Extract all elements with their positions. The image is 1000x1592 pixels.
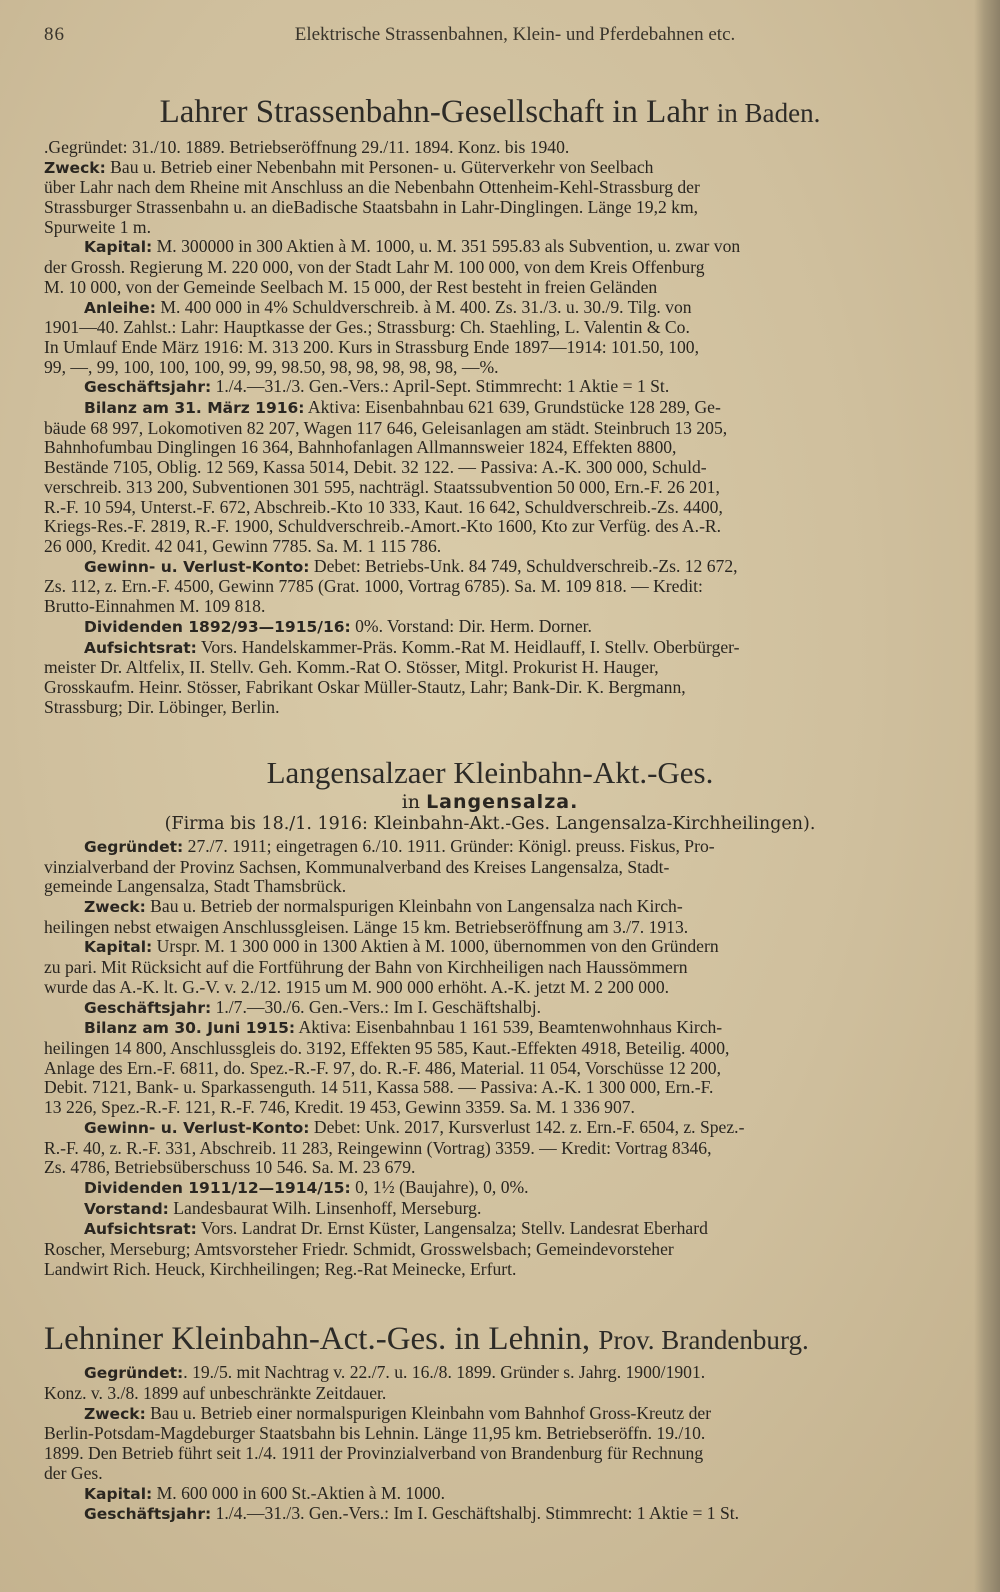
text-line — [44, 1444, 936, 1464]
text-line — [44, 978, 936, 998]
line-text: zu pari. Mit Rücksicht auf die Fortführung der Bahn von Kirchheiligen nach Haussömmern — [44, 958, 688, 978]
text-line — [44, 1018, 936, 1039]
section-label: Dividenden 1892/93—1915/16: — [84, 617, 351, 636]
text-line — [44, 478, 936, 498]
section-label: Anleihe: — [84, 298, 156, 317]
line-text: 1901—40. Zahlst.: Lahr: Hauptkasse der Ges.; Strassburg: Ch. Staehling, L. Valentin & Co. — [44, 318, 690, 338]
text-line — [44, 218, 936, 238]
entry-location-prefix: in — [401, 790, 421, 813]
text-line — [44, 998, 936, 1019]
entry-lehniner-kleinbahn — [44, 1279, 936, 1525]
text-line — [44, 577, 936, 597]
text-line — [44, 617, 936, 638]
section-label: Kapital: — [84, 238, 153, 257]
line-text: 13 226, Spez.-R.-F. 121, R.-F. 746, Kredit. 19 453, Gewinn 3359. Sa. M. 1 336 907. — [44, 1098, 635, 1118]
entry-body — [44, 138, 936, 717]
line-text: heilingen 14 800, Anschlussgleis do. 3192, Effekten 95 585, Kaut.-Effekten 4918, Beteilig. 4000, — [44, 1039, 730, 1058]
text-line — [44, 1199, 936, 1220]
section-label: Kapital: — [84, 1484, 153, 1503]
text-line — [44, 1363, 936, 1384]
text-line — [44, 498, 936, 518]
text-line — [44, 517, 936, 537]
entry-body — [44, 1363, 936, 1525]
entry-title-main: Lehniner Kleinbahn-Act.-Ges. in Lehnin, — [44, 1321, 591, 1358]
text-line — [44, 1384, 936, 1404]
text-line — [44, 1464, 936, 1484]
entry-lahrer-strassenbahn — [44, 58, 936, 717]
line-text: Bahnhofumbau Dinglingen 16 364, Bahnhofanlagen Allmannsweier 1824, Effekten 8800, — [44, 438, 677, 458]
running-head — [44, 24, 936, 58]
section-label: Bilanz am 30. Juni 1915: — [84, 1019, 296, 1038]
section-label: Bilanz am 31. März 1916: — [84, 399, 305, 418]
line-text: . 19./5. mit Nachtrag v. 22./7. u. 16./8. 1899. Gründer s. Jahrg. 1900/1901. — [183, 1363, 706, 1383]
entry-langensalzaer-kleinbahn — [44, 717, 936, 1279]
running-title: Elektrische Strassenbahnen, Klein- und Pferdebahnen etc. — [294, 24, 736, 45]
text-line — [44, 678, 936, 698]
line-text: Konz. v. 3./8. 1899 auf unbeschränkte Zeitdauer. — [44, 1384, 387, 1404]
text-line — [44, 438, 936, 458]
text-line — [44, 537, 936, 557]
text-line — [44, 338, 936, 358]
entry-title-main: Lahrer Strassenbahn-Gesellschaft in Lahr — [159, 94, 709, 130]
text-line — [44, 1484, 936, 1505]
section-label: Gegründet: — [84, 1364, 184, 1383]
line-text: .Gegründet: 31./10. 1889. Betriebseröffnung 29./11. 1894. Konz. bis 1940. — [44, 137, 570, 157]
line-text: Vors. Handelskammer-Präs. Komm.-Rat M. Heidlauff, I. Stellv. Oberbürger- — [196, 637, 740, 657]
line-text: über Lahr nach dem Rheine mit Anschluss an die Nebenbahn Ottenheim-Kehl-Strassburg der — [44, 178, 700, 198]
section-label: Gewinn- u. Verlust-Konto: — [84, 1118, 310, 1137]
entry-title-small: Prov. Brandenburg. — [598, 1325, 809, 1356]
section-label: Geschäftsjahr: — [84, 378, 212, 397]
line-text: Grosskaufm. Heinr. Stösser, Fabrikant Oskar Müller-Stautz, Lahr; Bank-Dir. K. Bergmann, — [44, 677, 686, 697]
line-text: M. 600 000 in 600 St.-Aktien à M. 1000. — [152, 1483, 446, 1503]
text-line — [44, 937, 936, 958]
line-text: Roscher, Merseburg; Amtsvorsteher Friedr. Schmidt, Grosswelsbach; Gemeindevorsteher — [44, 1240, 674, 1260]
line-text: heilingen nebst etwaigen Anschlussgleisen. Länge 15 km. Betriebseröffnung am 3./7. 1913. — [44, 917, 689, 937]
page-edge-shadow — [974, 0, 1000, 1592]
line-text: 0, 1½ (Baujahre), 0, 0%. — [350, 1177, 529, 1197]
section-label: Aufsichtsrat: — [84, 1220, 197, 1239]
entry-title: Langensalzaer Kleinbahn-Akt.-Ges. — [266, 755, 714, 791]
section-label: Vorstand: — [84, 1199, 169, 1218]
text-line — [44, 557, 936, 578]
line-text: Brutto-Einnahmen M. 109 818. — [44, 597, 266, 617]
text-line — [44, 1240, 936, 1260]
section-label: Aufsichtsrat: — [84, 638, 197, 657]
text-line — [44, 237, 936, 258]
section-label: Zweck: — [84, 898, 146, 917]
line-text: Bestände 7105, Oblig. 12 569, Kassa 5014, Debit. 32 122. — Passiva: A.-K. 300 000, Schuld- — [44, 458, 707, 478]
line-text: Bau u. Betrieb einer normalspurigen Kleinbahn vom Bahnhof Gross-Kreutz der — [145, 1403, 712, 1423]
entry-title — [44, 58, 936, 138]
text-line — [44, 658, 936, 678]
line-text: Zs. 112, z. Ern.-F. 4500, Gewinn 7785 (Grat. 1000, Vortrag 6785). Sa. M. 109 818. — Kredit: — [44, 577, 703, 597]
text-line — [44, 1039, 936, 1059]
line-text: Berlin-Potsdam-Magdeburger Staatsbahn bis Lehnin. Länge 11,95 km. Betriebseröffn. 19./10. — [44, 1424, 706, 1444]
text-line — [44, 597, 936, 617]
entry-location-name: Langensalza. — [426, 790, 579, 813]
text-line — [44, 198, 936, 218]
line-text: 99, —, 99, 100, 100, 100, 99, 99, 98.50, 98, 98, 98, 98, 98, —%. — [44, 357, 499, 377]
text-line — [44, 698, 936, 718]
section-label: Kapital: — [84, 938, 153, 957]
line-text: Debet: Unk. 2017, Kursverlust 142. z. Ern.-F. 6504, z. Spez.- — [309, 1117, 745, 1137]
text-line — [44, 1158, 936, 1178]
section-label: Dividenden 1911/12—1914/15: — [84, 1178, 351, 1197]
section-label: Geschäftsjahr: — [84, 1505, 212, 1524]
line-text: 1./4.—31./3. Gen.-Vers.: April-Sept. Stimmrecht: 1 Aktie = 1 St. — [211, 377, 670, 397]
text-line — [44, 1118, 936, 1139]
line-text: R.-F. 40, z. R.-F. 331, Abschreib. 11 283, Reingewinn (Vortrag) 3359. — Kredit: Vortrag 8346, — [44, 1138, 712, 1158]
text-line — [44, 419, 936, 439]
line-text: R.-F. 10 594, Unterst.-F. 672, Abschreib.-Kto 10 333, Kaut. 16 642, Schuldverschreib.-Zs. 4400, — [44, 497, 723, 517]
text-line — [44, 1059, 936, 1079]
text-line — [44, 398, 936, 419]
text-line — [44, 278, 936, 298]
line-text: vinzialverband der Provinz Sachsen, Kommunalverband des Kreises Langensalza, Stadt- — [44, 857, 670, 877]
line-text: Aktiva: Eisenbahnbau 621 639, Grundstücke 128 289, Ge- — [304, 398, 721, 418]
entry-firma-note: (Firma bis 18./1. 1916: Kleinbahn-Akt.-Ges. Langensalza-Kirchheilingen). — [164, 813, 816, 834]
line-text: M. 10 000, von der Gemeinde Seelbach M. 15 000, der Rest besteht in freien Geländen — [44, 277, 658, 297]
text-line — [44, 858, 936, 878]
line-text: der Grossh. Regierung M. 220 000, von der Stadt Lahr M. 100 000, von dem Kreis Offenburg — [44, 258, 705, 278]
section-label: Gewinn- u. Verlust-Konto: — [84, 557, 310, 576]
line-text: Kriegs-Res.-F. 2819, R.-F. 1900, Schuldverschreib.-Amort.-Kto 1600, Kto zur Verfüg. des A.-R. — [44, 517, 722, 537]
text-line — [44, 1178, 936, 1199]
text-line — [44, 1139, 936, 1159]
text-line — [44, 1219, 936, 1240]
line-text: Debet: Betriebs-Unk. 84 749, Schuldverschreib.-Zs. 12 672, — [309, 556, 738, 576]
line-text: Urspr. M. 1 300 000 in 1300 Aktien à M. 1000, übernommen von den Gründern — [152, 937, 719, 957]
line-text: 1899. Den Betrieb führt seit 1./4. 1911 der Provinzialverband von Brandenburg für Rechnung — [44, 1444, 704, 1464]
text-line — [44, 1504, 936, 1525]
text-line — [44, 158, 936, 179]
line-text: Landwirt Rich. Heuck, Kirchheilingen; Reg.-Rat Meinecke, Erfurt. — [44, 1259, 517, 1279]
entry-title — [44, 1279, 936, 1363]
line-text: 1./4.—31./3. Gen.-Vers.: Im I. Geschäftshalbj. Stimmrecht: 1 Aktie = 1 St. — [211, 1504, 740, 1524]
text-line — [44, 837, 936, 858]
line-text: M. 400 000 in 4% Schuldverschreib. à M. 400. Zs. 31./3. u. 30./9. Tilg. von — [155, 297, 692, 317]
text-line — [44, 258, 936, 278]
entry-title-small: in Baden. — [716, 98, 821, 128]
line-text: der Ges. — [44, 1463, 103, 1483]
text-line — [44, 1078, 936, 1098]
line-text: Strassburg; Dir. Löbinger, Berlin. — [44, 697, 280, 717]
line-text: In Umlauf Ende März 1916: M. 313 200. Kurs in Strassburg Ende 1897—1914: 101.50, 100, — [44, 337, 699, 357]
text-line — [44, 1424, 936, 1444]
text-line — [44, 1404, 936, 1425]
text-line — [44, 638, 936, 659]
text-line — [44, 298, 936, 319]
section-label: Geschäftsjahr: — [84, 998, 212, 1017]
line-text: 0%. Vorstand: Dir. Herm. Dorner. — [350, 616, 592, 636]
text-line — [44, 138, 936, 158]
line-text: Strassburger Strassenbahn u. an dieBadische Staatsbahn in Lahr-Dinglingen. Länge 19,2 km, — [44, 198, 699, 218]
text-line — [44, 1098, 936, 1118]
line-text: meister Dr. Altfelix, II. Stellv. Geh. Komm.-Rat O. Stösser, Mitgl. Prokurist H. Hauger, — [44, 658, 659, 678]
line-text: verschreib. 313 200, Subventionen 301 595, nachträgl. Staatssubvention 50 000, Ern.-F. 26 201, — [44, 477, 720, 497]
line-text: 26 000, Kredit. 42 041, Gewinn 7785. Sa. M. 1 115 786. — [44, 537, 442, 556]
line-text: Landesbaurat Wilh. Linsenhoff, Merseburg. — [168, 1198, 482, 1218]
line-text: Bau u. Betrieb einer Nebenbahn mit Personen- u. Güterverkehr von Seelbach — [105, 157, 654, 177]
line-text: gemeinde Langensalza, Stadt Thamsbrück. — [44, 877, 347, 897]
text-line — [44, 358, 936, 378]
section-label: Zweck: — [44, 158, 106, 177]
entry-body — [44, 837, 936, 1279]
line-text: Anlage des Ern.-F. 6811, do. Spez.-R.-F. 97, do. R.-F. 486, Material. 11 054, Vorschüsse 12 200, — [44, 1058, 721, 1078]
line-text: Zs. 4786, Betriebsüberschuss 10 546. Sa. M. 23 679. — [44, 1158, 416, 1178]
text-line — [44, 458, 936, 478]
section-label: Gegründet: — [84, 837, 184, 856]
text-line — [44, 877, 936, 897]
text-line — [44, 918, 936, 938]
line-text: Vors. Landrat Dr. Ernst Küster, Langensalza; Stellv. Landesrat Eberhard — [196, 1219, 708, 1239]
text-line — [44, 318, 936, 338]
line-text: wurde das A.-K. lt. G.-V. v. 2./12. 1915 um M. 900 000 erhöht. A.-K. jetzt M. 2 200 000. — [44, 977, 670, 997]
line-text: 27./7. 1911; eingetragen 6./10. 1911. Gründer: Königl. preuss. Fiskus, Pro- — [183, 836, 715, 856]
line-text: Spurweite 1 m. — [44, 217, 152, 237]
page-number: 86 — [44, 24, 65, 45]
line-text: Debit. 7121, Bank- u. Sparkassenguth. 14 511, Kassa 588. — Passiva: A.-K. 1 300 000, Ern.-F. — [44, 1078, 714, 1098]
line-text: Aktiva: Eisenbahnbau 1 161 539, Beamtenwohnhaus Kirch- — [295, 1018, 723, 1038]
text-line — [44, 377, 936, 398]
text-line — [44, 1260, 936, 1280]
text-line — [44, 178, 936, 198]
entry-location — [44, 791, 936, 813]
text-line — [44, 897, 936, 918]
text-line — [44, 958, 936, 978]
line-text: 1./7.—30./6. Gen.-Vers.: Im I. Geschäftshalbj. — [211, 997, 541, 1017]
section-label: Zweck: — [84, 1404, 146, 1423]
line-text: bäude 68 997, Lokomotiven 82 207, Wagen 117 646, Geleisanlagen am städt. Steinbruch 13 205, — [44, 418, 728, 438]
line-text: M. 300000 in 300 Aktien à M. 1000, u. M. 351 595.83 als Subvention, u. zwar von — [152, 237, 741, 257]
line-text: Bau u. Betrieb der normalspurigen Kleinbahn von Langensalza nach Kirch- — [145, 897, 683, 917]
